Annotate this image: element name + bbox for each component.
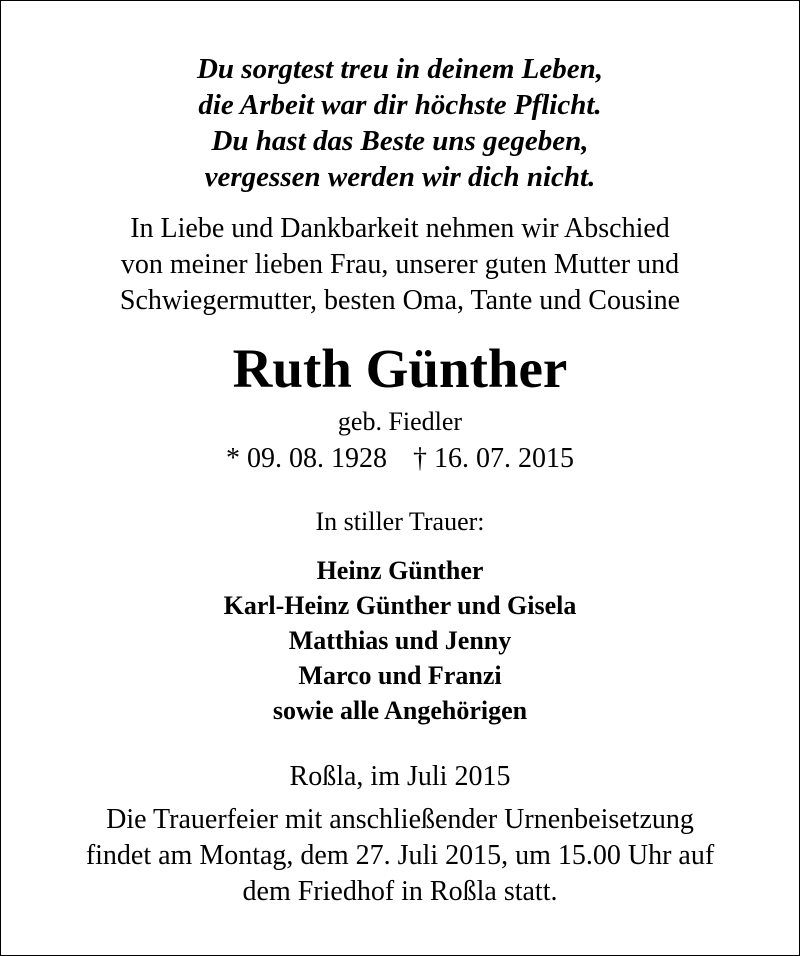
poem-line: die Arbeit war dir höchste Pflicht.	[198, 89, 602, 121]
mourner-entry: Karl-Heinz Günther und Gisela	[223, 591, 577, 620]
mourners-list	[1, 553, 799, 728]
mourner-entry: Matthias und Jenny	[288, 626, 512, 655]
mourning-label: In stiller Trauer:	[315, 507, 485, 536]
funeral-line: Die Trauerfeier mit anschließender Urnenbeisetzung	[106, 804, 694, 835]
mourner-entry: Marco und Franzi	[298, 661, 502, 690]
intro-line: In Liebe und Dankbarkeit nehmen wir Abschied	[130, 213, 670, 244]
intro-line: von meiner lieben Frau, unserer guten Mutter und	[120, 249, 680, 280]
poem-line: Du hast das Beste uns gegeben,	[211, 125, 589, 157]
intro-line: Schwiegermutter, besten Oma, Tante und Cousine	[119, 285, 681, 316]
mourner-entry: Heinz Günther	[316, 556, 484, 585]
farewell-intro	[1, 211, 799, 319]
mourner-entry: sowie alle Angehörigen	[272, 696, 528, 725]
death-date: † 16. 07. 2015	[413, 443, 574, 474]
life-dates	[1, 441, 799, 477]
funeral-line: findet am Montag, dem 27. Juli 2015, um 15.00 Uhr auf	[85, 840, 715, 871]
poem-line: vergessen werden wir dich nicht.	[204, 161, 596, 193]
deceased-name: Ruth Günther	[232, 338, 568, 399]
funeral-details	[1, 802, 799, 910]
place-date: Roßla, im Juli 2015	[289, 761, 511, 792]
poem-line: Du sorgtest treu in deinem Leben,	[196, 53, 603, 85]
funeral-line: dem Friedhof in Roßla statt.	[242, 876, 558, 907]
maiden-name: geb. Fiedler	[337, 407, 463, 436]
birth-date: * 09. 08. 1928	[226, 443, 387, 474]
memorial-poem	[1, 51, 799, 195]
